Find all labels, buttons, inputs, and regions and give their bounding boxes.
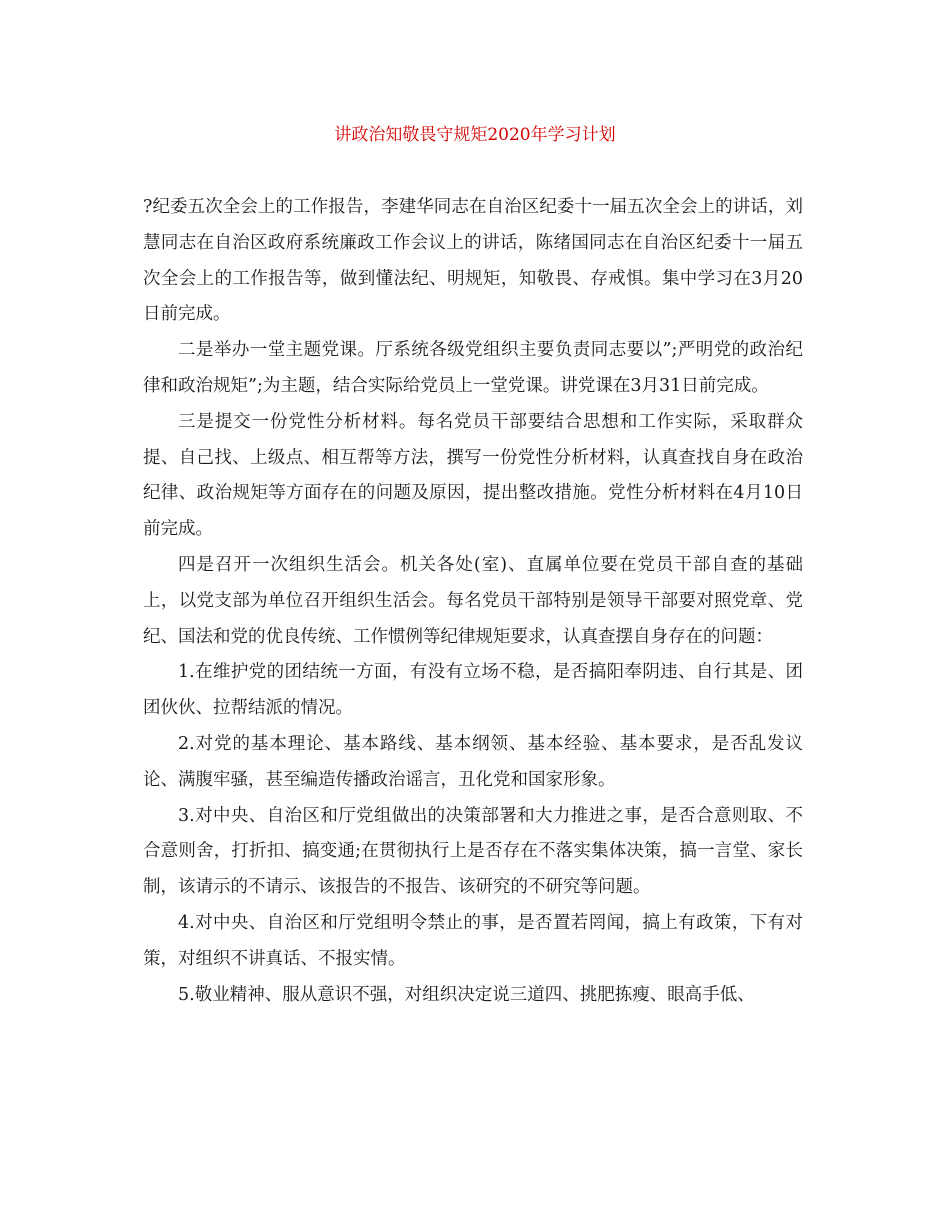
list-item-4: 4.对中央、自治区和厅党组明令禁止的事，是否置若罔闻，搞上有政策，下有对策，对组织不讲真话、不报实情。 — [143, 912, 803, 969]
paragraph-analysis-material: 三是提交一份党性分析材料。每名党员干部要结合思想和工作实际，采取群众提、自己找、上级点、相互帮等方法，撰写一份党性分析材料，认真查找自身在政治纪律、政治规矩等方面存在的问题及原因，提出整改措施。党性分析材料在4月10日前完成。 — [143, 411, 803, 540]
list-item-3: 3.对中央、自治区和厅党组做出的决策部署和大力推进之事，是否合意则取、不合意则舍，打折扣、搞变通;在贯彻执行上是否存在不落实集体决策，搞一言堂、家长制，该请示的不请示、该报告的不报告、该研究的不研究等问题。 — [143, 805, 803, 898]
document-title: 讲政治知敬畏守规矩2020年学习计划 — [334, 125, 616, 145]
list-item-2: 2.对党的基本理论、基本路线、基本纲领、基本经验、基本要求，是否乱发议论、满腹牢骚，甚至编造传播政治谣言，丑化党和国家形象。 — [143, 733, 803, 790]
paragraph-continuation: ?纪委五次全会上的工作报告，李建华同志在自治区纪委十一届五次全会上的讲话，刘慧同志在自治区政府系统廉政工作会议上的讲话，陈绪国同志在自治区纪委十一届五次全会上的工作报告等，做到懂法纪、明规矩，知敬畏、存戒惧。集中学习在3月20日前完成。 — [143, 197, 803, 325]
document-body — [143, 190, 803, 1013]
paragraph-organization-meeting: 四是召开一次组织生活会。机关各处(室)、直属单位要在党员干部自查的基础上，以党支部为单位召开组织生活会。每名党员干部特别是领导干部要对照党章、党纪、国法和党的优良传统、工作惯例等纪律规矩要求，认真查摆自身存在的问题： — [143, 554, 803, 647]
list-item-5: 5.敬业精神、服从意识不强，对组织决定说三道四、挑肥拣瘦、眼高手低、 — [178, 984, 755, 1005]
paragraph-party-lecture: 二是举办一堂主题党课。厅系统各级党组织主要负责同志要以”;严明党的政治纪律和政治规矩”;为主题，结合实际给党员上一堂党课。讲党课在3月31日前完成。 — [143, 340, 803, 396]
list-item-1: 1.在维护党的团结统一方面，有没有立场不稳，是否搞阳奉阴违、自行其是、团团伙伙、拉帮结派的情况。 — [143, 662, 803, 719]
